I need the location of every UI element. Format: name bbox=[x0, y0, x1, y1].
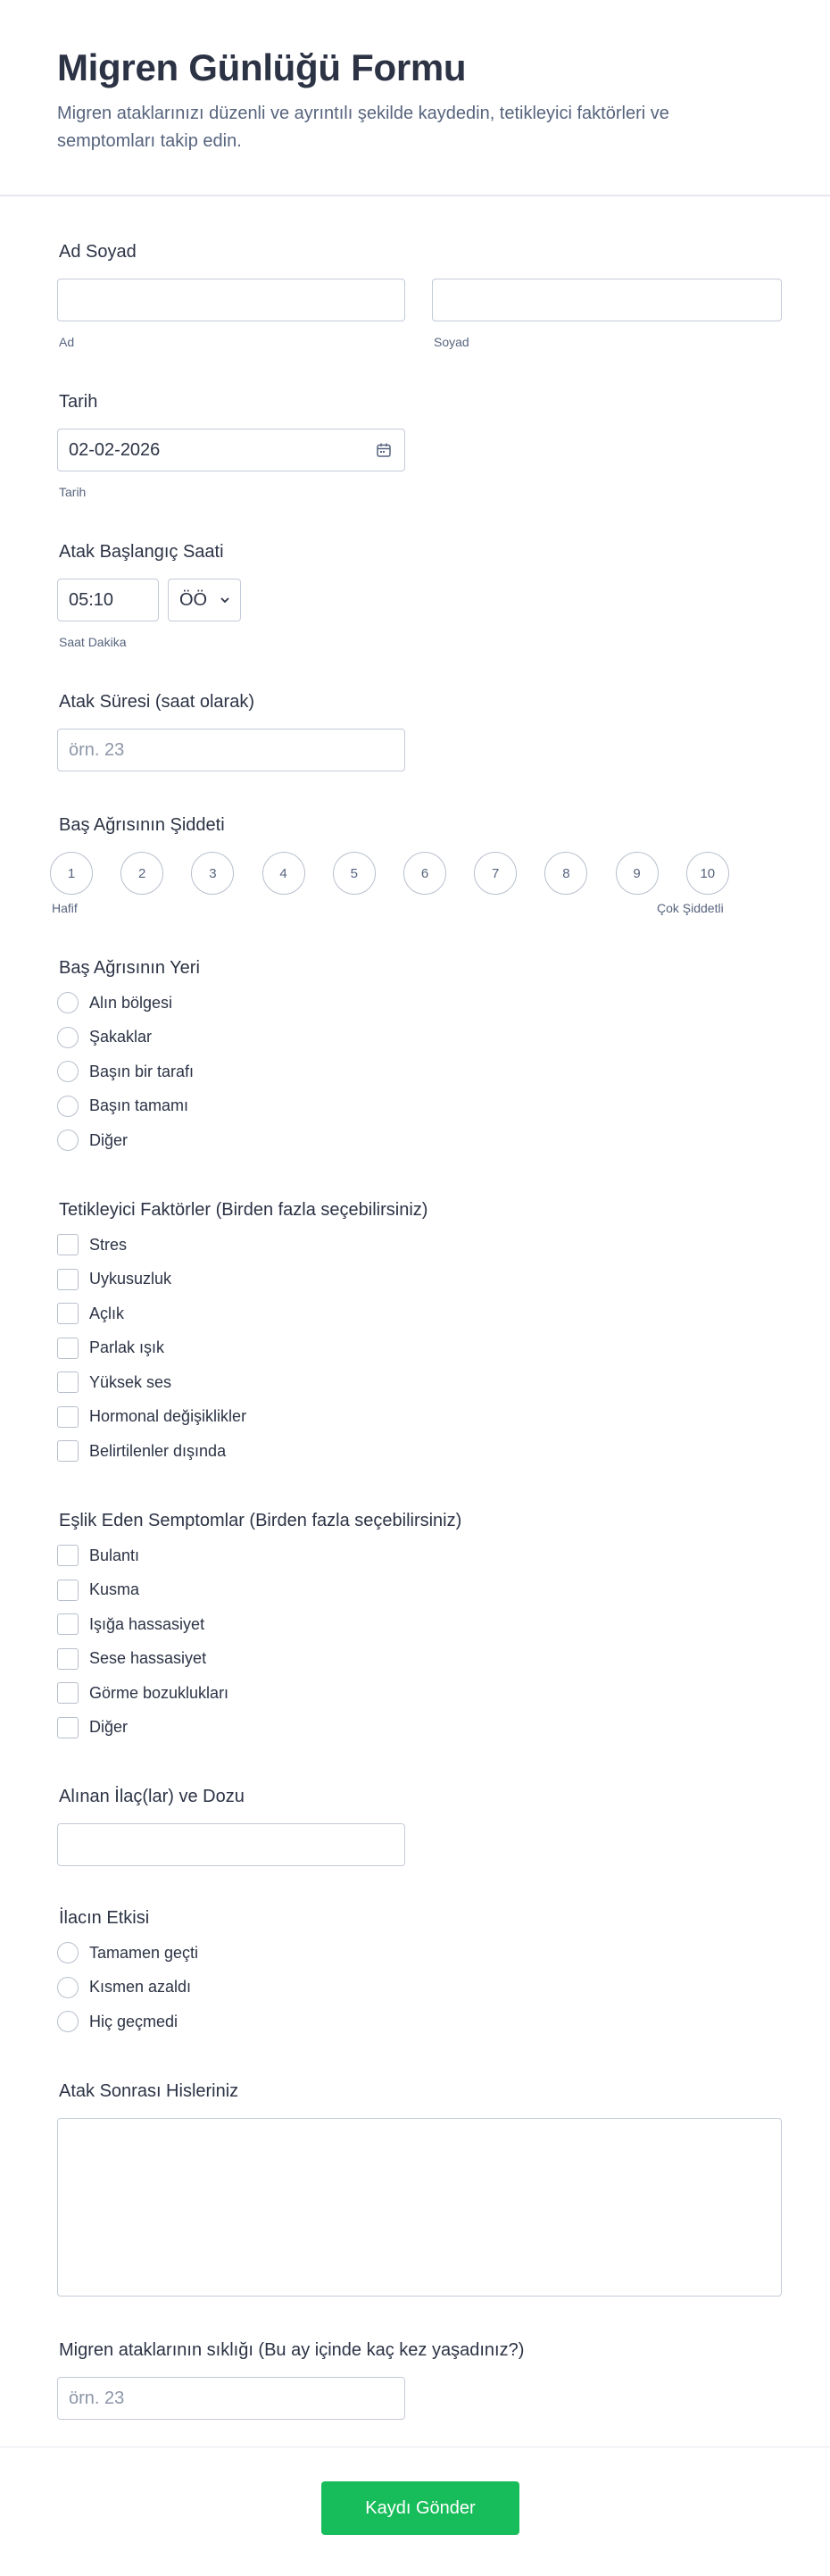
medication-field bbox=[57, 1784, 405, 1866]
name-field bbox=[57, 239, 782, 349]
effect-option[interactable] bbox=[57, 1936, 593, 1971]
triggers-option[interactable] bbox=[57, 1400, 682, 1435]
checkbox[interactable] bbox=[57, 1269, 79, 1290]
duration-field bbox=[57, 689, 405, 771]
severity-option-8[interactable]: 8 bbox=[544, 852, 587, 895]
first-name-sublabel: Ad bbox=[59, 335, 75, 349]
location-option[interactable] bbox=[57, 1055, 593, 1089]
frequency-label: Migren ataklarının sıklığı (Bu ay içinde kaç kez yaşadınız?) bbox=[59, 2340, 525, 2360]
medication-input[interactable] bbox=[57, 1823, 405, 1866]
severity-option-2[interactable]: 2 bbox=[120, 852, 163, 895]
location-option[interactable] bbox=[57, 1021, 593, 1055]
location-option-label: Alın bölgesi bbox=[89, 993, 173, 1012]
location-option-label: Diğer bbox=[89, 1130, 129, 1149]
effect-option[interactable] bbox=[57, 1971, 593, 2005]
symptoms-option-label: Sese hassasiyet bbox=[89, 1649, 207, 1668]
checkbox[interactable] bbox=[57, 1440, 79, 1462]
checkbox[interactable] bbox=[57, 1648, 79, 1670]
checkbox[interactable] bbox=[57, 1682, 79, 1704]
chevron-down-icon bbox=[219, 594, 231, 606]
symptoms-option-label: Bulantı bbox=[89, 1546, 140, 1564]
triggers-field bbox=[57, 1197, 682, 1469]
severity-option-1[interactable]: 1 bbox=[50, 852, 93, 895]
trigger-options bbox=[57, 1228, 682, 1469]
triggers-option[interactable] bbox=[57, 1365, 682, 1400]
location-option-label: Başın tamamı bbox=[89, 1096, 189, 1115]
feelings-label: Atak Sonrası Hisleriniz bbox=[59, 2081, 239, 2101]
date-sublabel: Tarih bbox=[59, 485, 87, 499]
triggers-option[interactable] bbox=[57, 1296, 682, 1331]
severity-option-3[interactable]: 3 bbox=[191, 852, 234, 895]
checkbox[interactable] bbox=[57, 1338, 79, 1359]
checkbox[interactable] bbox=[57, 1406, 79, 1428]
feelings-field bbox=[57, 2079, 782, 2297]
triggers-option-label: Hormonal değişiklikler bbox=[89, 1407, 247, 1426]
start-time-field bbox=[57, 539, 405, 650]
severity-option-4[interactable]: 4 bbox=[262, 852, 305, 895]
feelings-textarea[interactable] bbox=[57, 2118, 782, 2297]
last-name-input[interactable] bbox=[432, 279, 782, 321]
triggers-option[interactable] bbox=[57, 1228, 682, 1263]
name-label: Ad Soyad bbox=[59, 242, 137, 262]
effect-field bbox=[57, 1905, 593, 2039]
radio-button[interactable] bbox=[57, 1977, 79, 1998]
frequency-input[interactable]: örn. 23 bbox=[57, 2377, 405, 2420]
severity-label: Baş Ağrısının Şiddeti bbox=[59, 815, 225, 835]
triggers-option[interactable] bbox=[57, 1434, 682, 1469]
location-option[interactable] bbox=[57, 1123, 593, 1158]
symptoms-option[interactable] bbox=[57, 1642, 682, 1677]
form-header bbox=[0, 0, 830, 196]
symptoms-option[interactable] bbox=[57, 1573, 682, 1608]
symptoms-option[interactable] bbox=[57, 1676, 682, 1711]
location-options bbox=[57, 986, 593, 1158]
triggers-option[interactable] bbox=[57, 1263, 682, 1297]
severity-option-6[interactable]: 6 bbox=[403, 852, 446, 895]
date-value: 02-02-2026 bbox=[69, 439, 161, 460]
effect-option-label: Tamamen geçti bbox=[89, 1943, 199, 1962]
location-label: Baş Ağrısının Yeri bbox=[59, 958, 200, 978]
effect-option-label: Kısmen azaldı bbox=[89, 1978, 192, 1997]
radio-button[interactable] bbox=[57, 1096, 79, 1117]
time-sublabel: Saat Dakika bbox=[59, 635, 127, 649]
radio-button[interactable] bbox=[57, 992, 79, 1013]
checkbox[interactable] bbox=[57, 1613, 79, 1635]
date-field bbox=[57, 389, 405, 500]
symptoms-option-label: Işığa hassasiyet bbox=[89, 1614, 205, 1633]
effect-option[interactable] bbox=[57, 2005, 593, 2039]
triggers-label: Tetikleyici Faktörler (Birden fazla seçebilirsiniz) bbox=[59, 1200, 428, 1220]
symptoms-label: Eşlik Eden Semptomlar (Birden fazla seçebilirsiniz) bbox=[59, 1511, 462, 1530]
severity-high-label: Çok Şiddetli bbox=[657, 901, 724, 915]
severity-option-5[interactable]: 5 bbox=[333, 852, 376, 895]
symptoms-option[interactable] bbox=[57, 1607, 682, 1642]
symptoms-option-label: Diğer bbox=[89, 1718, 129, 1737]
checkbox[interactable] bbox=[57, 1371, 79, 1393]
form-title: Migren Günlüğü Formu bbox=[57, 46, 467, 88]
symptoms-option[interactable] bbox=[57, 1711, 682, 1746]
triggers-option-label: Yüksek ses bbox=[89, 1372, 172, 1391]
start-time-label: Atak Başlangıç Saati bbox=[59, 542, 224, 562]
submit-button[interactable]: Kaydı Gönder bbox=[321, 2481, 519, 2535]
checkbox[interactable] bbox=[57, 1234, 79, 1255]
duration-input[interactable]: örn. 23 bbox=[57, 729, 405, 771]
symptoms-field bbox=[57, 1508, 682, 1745]
triggers-option-label: Parlak ışık bbox=[89, 1338, 165, 1357]
form-footer bbox=[0, 2447, 830, 2576]
radio-button[interactable] bbox=[57, 1027, 79, 1048]
checkbox[interactable] bbox=[57, 1545, 79, 1566]
radio-button[interactable] bbox=[57, 2011, 79, 2032]
location-option-label: Şakaklar bbox=[89, 1028, 153, 1046]
symptoms-option-label: Kusma bbox=[89, 1580, 140, 1599]
triggers-option-label: Stres bbox=[89, 1235, 128, 1254]
radio-button[interactable] bbox=[57, 1061, 79, 1082]
triggers-option-label: Açlık bbox=[89, 1304, 125, 1322]
form-subtitle: Migren ataklarınızı düzenli ve ayrıntılı şekilde kaydedin, tetikleyici faktörleri ve semptomları takip edin. bbox=[57, 104, 669, 151]
checkbox[interactable] bbox=[57, 1303, 79, 1324]
first-name-input[interactable] bbox=[57, 279, 405, 321]
time-input[interactable]: 05:10 bbox=[57, 579, 159, 621]
effect-option-label: Hiç geçmedi bbox=[89, 2012, 178, 2030]
triggers-option-label: Belirtilenler dışında bbox=[89, 1441, 227, 1460]
severity-option-9[interactable]: 9 bbox=[616, 852, 659, 895]
severity-field bbox=[50, 813, 764, 920]
effect-label: İlacın Etkisi bbox=[59, 1908, 150, 1928]
location-field bbox=[57, 955, 593, 1158]
date-label: Tarih bbox=[59, 392, 98, 412]
location-option-label: Başın bir tarafı bbox=[89, 1062, 195, 1080]
checkbox[interactable] bbox=[57, 1717, 79, 1738]
radio-button[interactable] bbox=[57, 1130, 79, 1151]
triggers-option-label: Uykusuzluk bbox=[89, 1270, 172, 1288]
calendar-icon[interactable] bbox=[376, 442, 392, 458]
location-option[interactable] bbox=[57, 986, 593, 1021]
symptoms-option-label: Görme bozuklukları bbox=[89, 1683, 229, 1702]
severity-option-10[interactable]: 10 bbox=[686, 852, 729, 895]
ampm-select[interactable] bbox=[168, 579, 241, 621]
date-input[interactable] bbox=[57, 429, 405, 471]
triggers-option[interactable] bbox=[57, 1331, 682, 1366]
severity-option-7[interactable]: 7 bbox=[474, 852, 517, 895]
symptoms-option[interactable] bbox=[57, 1538, 682, 1573]
location-option[interactable] bbox=[57, 1089, 593, 1124]
severity-scale bbox=[50, 852, 764, 896]
effect-options bbox=[57, 1936, 593, 2039]
duration-label: Atak Süresi (saat olarak) bbox=[59, 692, 254, 712]
frequency-field bbox=[57, 2338, 682, 2420]
symptom-options bbox=[57, 1538, 682, 1745]
radio-button[interactable] bbox=[57, 1942, 79, 1963]
checkbox[interactable] bbox=[57, 1580, 79, 1601]
medication-label: Alınan İlaç(lar) ve Dozu bbox=[59, 1787, 245, 1806]
severity-low-label: Hafif bbox=[52, 901, 78, 915]
ampm-value: ÖÖ bbox=[179, 589, 208, 610]
last-name-sublabel: Soyad bbox=[434, 335, 469, 349]
